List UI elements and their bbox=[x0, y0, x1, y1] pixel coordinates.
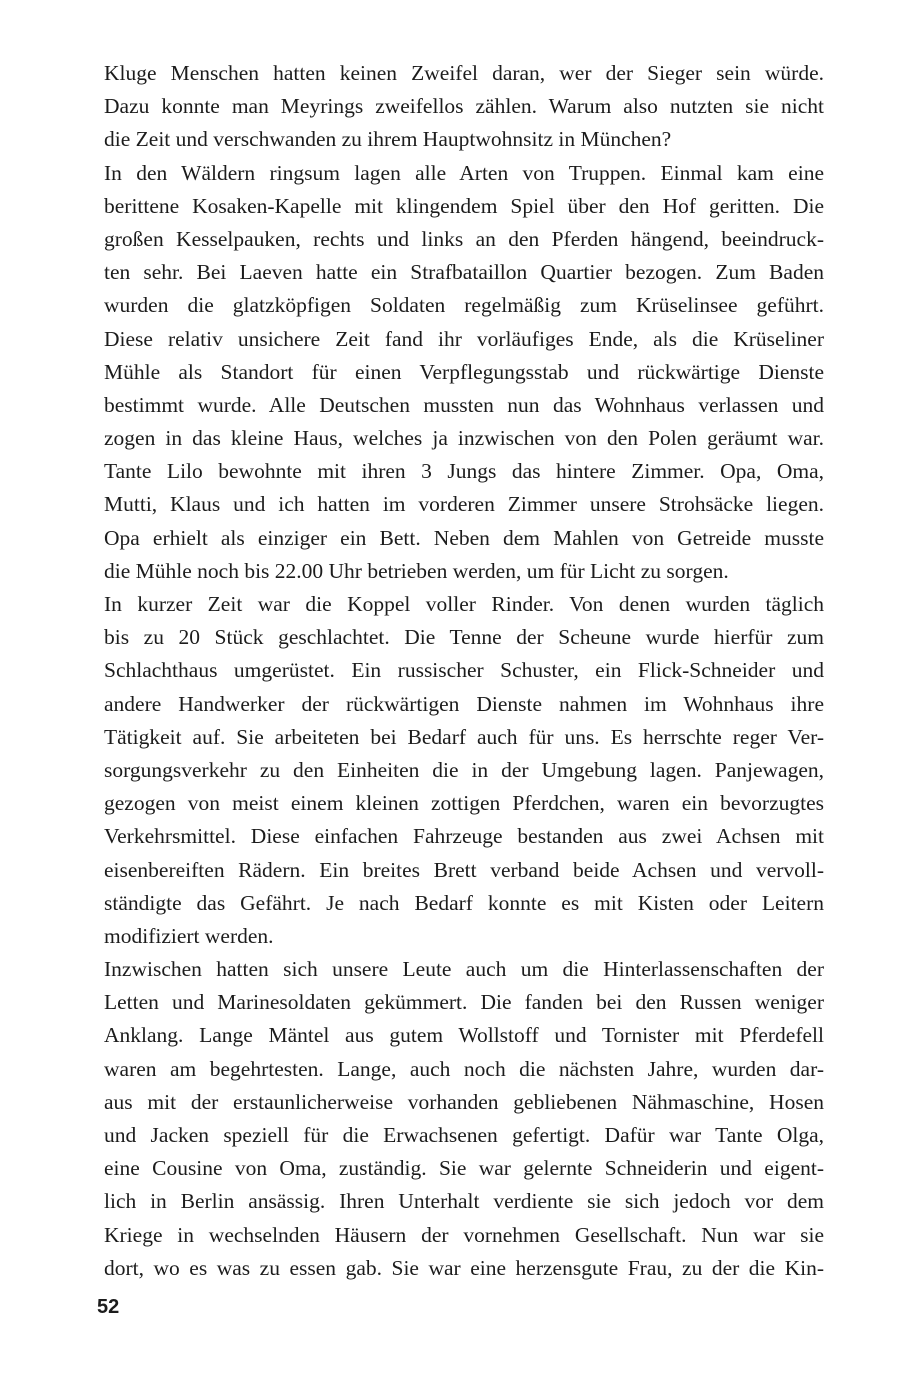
text-line: Schlachthaus umgerüstet. Ein russischer Schuster, ein Flick-Schneider und bbox=[104, 658, 824, 683]
text-line: und Jacken speziell für die Erwachsenen gefertigt. Dafür war Tante Olga, bbox=[104, 1123, 824, 1147]
text-line: bestimmt wurde. Alle Deutschen mussten nun das Wohnhaus verlassen und bbox=[104, 392, 824, 417]
text-line: gezogen von meist einem kleinen zottigen Pferdchen, waren ein bevorzugtes bbox=[104, 791, 824, 816]
text-line: berittene Kosaken-Kapelle mit klingendem Spiel über den Hof geritten. Die bbox=[104, 193, 824, 218]
text-line: Kluge Menschen hatten keinen Zweifel daran, wer der Sieger sein würde. bbox=[104, 61, 824, 85]
text-line: eisenbereiften Rädern. Ein breites Brett verband beide Achsen und vervoll- bbox=[104, 857, 824, 882]
text-line: Diese relativ unsichere Zeit fand ihr vorläufiges Ende, als die Krüseliner bbox=[104, 326, 824, 351]
text-line: ten sehr. Bei Laeven hatte ein Strafbataillon Quartier bezogen. Zum Baden bbox=[104, 260, 824, 285]
text-line: sorgungsverkehr zu den Einheiten die in der Umgebung lagen. Panjewagen, bbox=[104, 757, 824, 782]
text-line: ständigte das Gefährt. Je nach Bedarf konnte es mit Kisten oder Leitern bbox=[104, 890, 824, 915]
page-number: 52 bbox=[97, 1296, 120, 1318]
text-line: Kriege in wechselnden Häusern der vornehmen Gesellschaft. Nun war sie bbox=[104, 1222, 824, 1247]
text-line: waren am begehrtesten. Lange, auch noch die nächsten Jahre, wurden dar- bbox=[104, 1056, 824, 1081]
text-line: die Mühle noch bis 22.00 Uhr betrieben werden, um für Licht zu sorgen. bbox=[104, 558, 729, 583]
text-line: aus mit der erstaunlicherweise vorhanden gebliebenen Nähmaschine, Hosen bbox=[104, 1089, 824, 1114]
text-line: Mühle als Standort für einen Verpflegungsstab und rückwärtige Dienste bbox=[104, 359, 824, 384]
text-line: In den Wäldern ringsum lagen alle Arten von Truppen. Einmal kam eine bbox=[104, 160, 824, 185]
text-line: wurden die glatzköpfigen Soldaten regelmäßig zum Krüselinsee geführt. bbox=[104, 293, 824, 318]
text-line: großen Kesselpauken, rechts und links an den Pferden hängend, beeindruck- bbox=[104, 226, 824, 251]
text-line: andere Handwerker der rückwärtigen Dienste nahmen im Wohnhaus ihre bbox=[104, 691, 824, 716]
text-line: zogen in das kleine Haus, welches ja inzwischen von den Polen geräumt war. bbox=[104, 426, 824, 451]
text-line: lich in Berlin ansässig. Ihren Unterhalt verdiente sie sich jedoch vor dem bbox=[104, 1189, 824, 1214]
text-line: Letten und Marinesoldaten gekümmert. Die fanden bei den Russen weniger bbox=[104, 990, 824, 1015]
text-line: bis zu 20 Stück geschlachtet. Die Tenne der Scheune wurde hierfür zum bbox=[104, 625, 824, 650]
text-line: Dazu konnte man Meyrings zweifellos zählen. Warum also nutzten sie nicht bbox=[104, 94, 824, 119]
text-line: Tätigkeit auf. Sie arbeiteten bei Bedarf auch für uns. Es herrschte reger Ver- bbox=[104, 724, 824, 749]
text-line: Anklang. Lange Mäntel aus gutem Wollstoff und Tornister mit Pferdefell bbox=[104, 1023, 824, 1048]
text-line: Opa erhielt als einziger ein Bett. Neben dem Mahlen von Getreide musste bbox=[104, 525, 824, 550]
text-line: Inzwischen hatten sich unsere Leute auch um die Hinterlassenschaften der bbox=[104, 957, 824, 982]
text-line: Mutti, Klaus und ich hatten im vorderen Zimmer unsere Strohsäcke liegen. bbox=[104, 492, 824, 517]
text-line: modifiziert werden. bbox=[104, 923, 274, 948]
text-line: Verkehrsmittel. Diese einfachen Fahrzeuge bestanden aus zwei Achsen mit bbox=[104, 824, 824, 849]
body-text bbox=[104, 57, 824, 1285]
text-line: dort, wo es was zu essen gab. Sie war eine herzensgute Frau, zu der die Kin- bbox=[104, 1255, 824, 1280]
text-line: Tante Lilo bewohnte mit ihren 3 Jungs das hintere Zimmer. Opa, Oma, bbox=[104, 459, 824, 484]
text-line: eine Cousine von Oma, zuständig. Sie war gelernte Schneiderin und eigent- bbox=[104, 1156, 824, 1181]
text-line: In kurzer Zeit war die Koppel voller Rinder. Von denen wurden täglich bbox=[104, 592, 824, 616]
text-line: die Zeit und verschwanden zu ihrem Hauptwohnsitz in München? bbox=[104, 127, 672, 152]
